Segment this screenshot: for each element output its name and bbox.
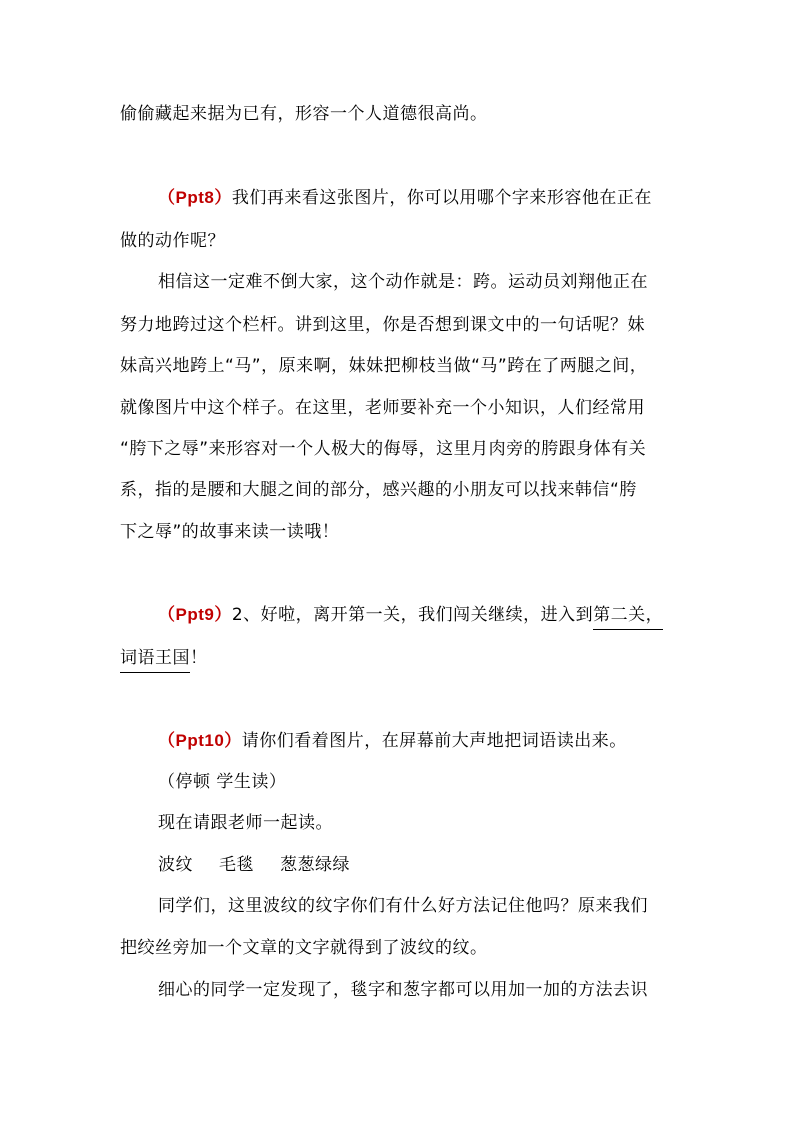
paragraph-text: 请你们看着图片，在屏幕前大声地把词语读出来。 [241, 731, 627, 751]
paragraph-line-ppt9 [158, 604, 663, 626]
paragraph-line: 就像图片中这个样子。在这里，老师要补充一个小知识，人们经常用 [120, 398, 645, 418]
paragraph-line: 把绞丝旁加一个文章的文字就得到了波纹的纹。 [120, 938, 488, 958]
paragraph-line-ppt10 [158, 730, 627, 752]
paragraph-line: 下之辱”的故事来读一读哦！ [120, 522, 340, 542]
paragraph-line: （停顿 学生读） [158, 772, 287, 792]
paragraph-line: 做的动作呢？ [120, 231, 225, 251]
ppt-marker: （Ppt9） [158, 605, 232, 624]
word-item: 葱葱绿绿 [280, 855, 350, 875]
word-item: 波纹 [158, 855, 193, 875]
word-item: 毛毯 [219, 855, 254, 875]
paragraph-line [120, 647, 208, 669]
word-list [158, 854, 376, 876]
paragraph-line: 偷偷藏起来据为已有，形容一个人道德很高尚。 [120, 104, 488, 124]
paragraph-line: 细心的同学一定发现了，毯字和葱字都可以用加一加的方法去识 [158, 980, 648, 1000]
underlined-text: 第二关， [593, 605, 663, 630]
paragraph-line-ppt8 [158, 187, 652, 209]
paragraph-line: “胯下之辱”来形容对一个人极大的侮辱，这里月肉旁的胯跟身体有关 [120, 439, 647, 459]
paragraph-text: 2、好啦，离开第一关，我们闯关继续，进入到 [231, 605, 594, 625]
ppt-marker: （Ppt8） [158, 188, 232, 207]
paragraph-line: 同学们，这里波纹的纹字你们有什么好方法记住他吗？原来我们 [158, 896, 648, 916]
underlined-text: 词语王国 [120, 648, 190, 673]
paragraph-line: 相信这一定难不倒大家，这个动作就是：跨。运动员刘翔他正在 [158, 272, 648, 292]
paragraph-text: ！ [190, 648, 208, 668]
paragraph-line: 现在请跟老师一起读。 [158, 813, 333, 833]
ppt-marker: （Ppt10） [158, 731, 242, 750]
paragraph-line: 妹高兴地跨上“马”，原来啊，妹妹把柳枝当做“马”跨在了两腿之间， [120, 356, 648, 376]
paragraph-text: 我们再来看这张图片，你可以用哪个字来形容他在正在 [231, 188, 652, 208]
paragraph-line: 努力地跨过这个栏杆。讲到这里，你是否想到课文中的一句话呢？妹 [120, 315, 645, 335]
paragraph-line: 系，指的是腰和大腿之间的部分，感兴趣的小朋友可以找来韩信“胯 [120, 480, 637, 500]
